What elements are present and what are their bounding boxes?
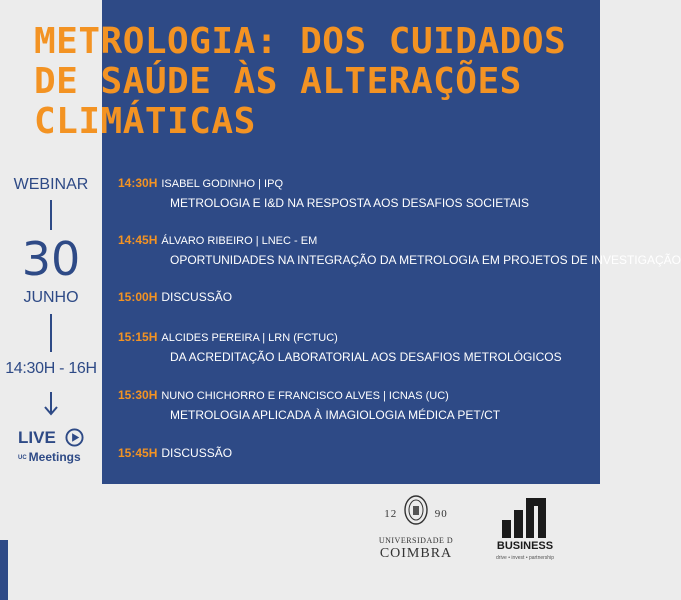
program-item	[118, 388, 596, 423]
divider-line	[50, 200, 52, 230]
event-type: WEBINAR	[13, 176, 89, 193]
program-talk: OPORTUNIDADES NA INTEGRAÇÃO DA METROLOGIA EM PROJETOS DE INVESTIGAÇÃO	[170, 253, 681, 267]
program-time: 15:30H	[118, 388, 158, 402]
platform-label: Meetings	[28, 450, 81, 464]
decorative-strip	[0, 540, 8, 600]
live-label: LIVE	[18, 428, 56, 447]
program-talk: DA ACREDITAÇÃO LABORATORIAL AOS DESAFIOS METROLÓGICOS	[170, 350, 562, 364]
program-speaker: ALCIDES PEREIRA | LRN (FCTUC)	[161, 332, 338, 344]
title-line-1: METROLOGIA: DOS CUIDADOS	[34, 21, 567, 62]
program-time: 15:00H	[118, 290, 158, 304]
divider-line	[50, 314, 52, 352]
program-item	[118, 446, 596, 461]
program-discussion: DISCUSSÃO	[161, 290, 233, 304]
title-line-3: CLIMÁTICAS	[34, 101, 256, 142]
title-line-2: DE SAÚDE ÀS ALTERAÇÕES	[34, 61, 522, 102]
arrow-down-icon	[43, 392, 59, 416]
program-item	[118, 290, 596, 305]
live-badge[interactable]	[18, 428, 86, 448]
platform-name	[18, 450, 81, 464]
uc-founding-year: 12 90	[384, 508, 448, 520]
program-talk: METROLOGIA APLICADA À IMAGIOLOGIA MÉDICA PET/CT	[170, 408, 501, 422]
business-tagline: drive • invest • partnership	[496, 555, 554, 561]
platform-prefix: UC	[18, 455, 27, 461]
play-icon	[65, 428, 84, 447]
program-discussion: DISCUSSÃO	[161, 446, 233, 460]
event-title	[34, 22, 594, 142]
business-logo	[488, 498, 562, 584]
program-item	[118, 176, 596, 211]
event-hours: 14:30H - 16H	[5, 360, 97, 377]
business-mark-icon	[500, 498, 548, 538]
uc-logo	[376, 494, 456, 582]
program-speaker: ISABEL GODINHO | IPQ	[161, 178, 284, 190]
uc-city-label: COIMBRA	[379, 546, 453, 561]
university-seal-icon	[403, 494, 429, 526]
program-speaker: NUNO CHICHORRO E FRANCISCO ALVES | ICNAS (UC)	[161, 390, 449, 402]
program-speaker: ÁLVARO RIBEIRO | LNEC - EM	[161, 235, 318, 247]
program-item	[118, 233, 681, 268]
program-time: 15:15H	[118, 330, 158, 344]
uc-university-label: UNIVERSIDADE D	[378, 536, 454, 545]
program-time: 14:45H	[118, 233, 158, 247]
program-talk: METROLOGIA E I&D NA RESPOSTA AOS DESAFIOS SOCIETAIS	[170, 196, 529, 210]
program-time: 14:30H	[118, 176, 158, 190]
event-day: 30	[21, 232, 81, 286]
program-item	[118, 330, 596, 365]
program-time: 15:45H	[118, 446, 158, 460]
event-month: JUNHO	[23, 289, 79, 306]
business-name: BUSINESS	[496, 540, 554, 552]
